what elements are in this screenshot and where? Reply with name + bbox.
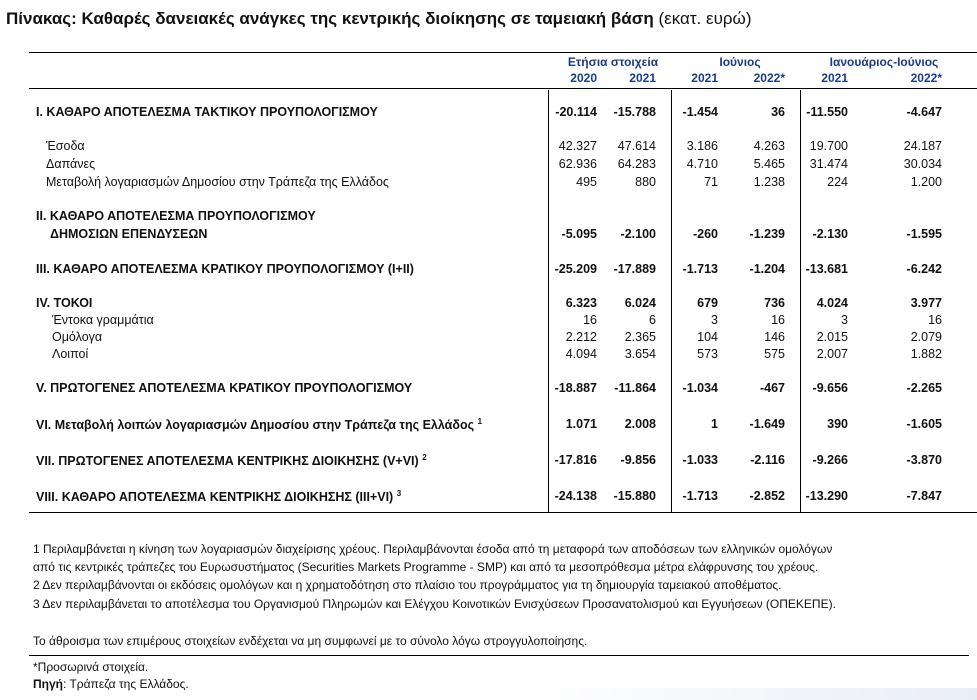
table-cell: -1.454 xyxy=(682,105,718,119)
header-bottom-rule xyxy=(29,88,977,89)
table-cell: 4.094 xyxy=(565,347,597,361)
table-cell: -1.034 xyxy=(682,381,718,395)
table-cell: 6.323 xyxy=(565,296,597,310)
table-cell: 16 xyxy=(583,313,597,327)
table-cell: -25.209 xyxy=(554,262,597,276)
table-cell: 42.327 xyxy=(558,139,597,153)
table-cell: 4.710 xyxy=(686,157,718,171)
table-cell: -2.265 xyxy=(906,381,942,395)
table-cell: -5.095 xyxy=(561,227,597,241)
table-cell: -467 xyxy=(759,381,785,395)
table-cell: 2.008 xyxy=(624,417,656,431)
table-cell: 6.024 xyxy=(624,296,656,310)
row-label-ii: II. ΚΑΘΑΡΟ ΑΠΟΤΕΛΕΣΜΑ ΠΡΟΥΠΟΛΟΓΙΣΜΟΥ xyxy=(36,209,316,223)
table-cell: 2.365 xyxy=(624,330,656,344)
table-cell: -2.100 xyxy=(620,227,656,241)
footnote-1a: 1 Περιλαμβάνεται η κίνηση των λογαριασμών διαχείρισης χρέους. Περιλαμβάνονται έσοδα από τη μεταφορά των αποδόσεων των ελληνικών ομολόγων xyxy=(33,542,833,556)
source-note: Πηγή: Τράπεζα της Ελλάδος. xyxy=(33,677,189,691)
header-jan-june: Ιανουάριος-Ιούνιος xyxy=(829,55,939,69)
table-cell: -17.889 xyxy=(613,262,656,276)
table-cell: 573 xyxy=(697,347,718,361)
row-label-i: I. ΚΑΘΑΡΟ ΑΠΟΤΕΛΕΣΜΑ ΤΑΚΤΙΚΟΥ ΠΡΟΥΠΟΛΟΓΙΣΜΟΥ xyxy=(36,105,378,119)
table-cell: -4.647 xyxy=(906,105,942,119)
table-cell: -7.847 xyxy=(906,489,942,503)
table-cell: 224 xyxy=(827,175,848,189)
col-header-2020: 2020 xyxy=(570,71,597,85)
table-cell: -2.130 xyxy=(812,227,848,241)
table-cell: -13.290 xyxy=(805,489,848,503)
table-cell: -17.816 xyxy=(554,453,597,467)
row-label-bonds: Ομόλογα xyxy=(52,330,103,344)
table-cell: 880 xyxy=(635,175,656,189)
table-cell: 3.654 xyxy=(624,347,656,361)
table-cell: -1.033 xyxy=(682,453,718,467)
table-cell: 1.238 xyxy=(753,175,785,189)
table-cell: 3 xyxy=(711,313,718,327)
table-cell: -20.114 xyxy=(555,105,597,119)
table-cell: 71 xyxy=(704,175,718,189)
header-june: Ιούνιος xyxy=(719,55,761,69)
footnote-provisional: *Προσωρινά στοιχεία. xyxy=(33,660,149,674)
table-cell: -9.856 xyxy=(620,453,656,467)
table-cell: 31.474 xyxy=(809,157,848,171)
table-cell: -13.681 xyxy=(805,262,848,276)
table-cell: -3.870 xyxy=(906,453,942,467)
table-cell: 64.283 xyxy=(617,157,656,171)
table-cell: -1.649 xyxy=(749,417,785,431)
table-cell: -24.138 xyxy=(554,489,597,503)
table-cell: 390 xyxy=(827,417,848,431)
table-cell: 62.936 xyxy=(558,157,597,171)
table-cell: -9.656 xyxy=(812,381,848,395)
col-header-2021-janjune: 2021 xyxy=(821,71,848,85)
table-cell: 679 xyxy=(697,296,718,310)
row-label-iv: IV. ΤΟΚΟΙ xyxy=(36,296,93,310)
decorative-gradient xyxy=(520,688,977,700)
table-cell: 2.007 xyxy=(816,347,848,361)
table-bottom-rule xyxy=(29,512,977,513)
table-cell: 19.700 xyxy=(809,139,848,153)
table-cell: 4.024 xyxy=(816,296,848,310)
table-cell: 24.187 xyxy=(903,139,942,153)
table-cell: 736 xyxy=(764,296,785,310)
table-cell: -11.550 xyxy=(806,105,848,119)
table-cell: 30.034 xyxy=(903,157,942,171)
col-header-2022-june: 2022* xyxy=(753,71,785,85)
col-header-2021-june: 2021 xyxy=(691,71,718,85)
table-cell: 2.212 xyxy=(565,330,597,344)
row-label-iii: III. ΚΑΘΑΡΟ ΑΠΟΤΕΛΕΣΜΑ ΚΡΑΤΙΚΟΥ ΠΡΟΥΠΟΛΟΓΙΣΜΟΥ (I+II) xyxy=(36,262,414,276)
table-cell: -6.242 xyxy=(906,262,942,276)
table-cell: 1.071 xyxy=(565,417,597,431)
table-cell: -1.204 xyxy=(749,262,785,276)
table-cell: 4.263 xyxy=(753,139,785,153)
title-unit: (εκατ. ευρώ) xyxy=(658,9,752,28)
table-cell: 3.977 xyxy=(910,296,942,310)
table-cell: -15.788 xyxy=(613,105,656,119)
table-cell: 1.200 xyxy=(910,175,942,189)
row-label-ii-line2: ΔΗΜΟΣΙΩΝ ΕΠΕΝΔΥΣΕΩΝ xyxy=(50,227,208,241)
footnote-rule xyxy=(29,655,969,656)
table-cell: 146 xyxy=(764,330,785,344)
row-label-v: V. ΠΡΩΤΟΓΕΝΕΣ ΑΠΟΤΕΛΕΣΜΑ ΚΡΑΤΙΚΟΥ ΠΡΟΥΠΟΛΟΓΙΣΜΟΥ xyxy=(36,381,413,395)
table-cell: 16 xyxy=(771,313,785,327)
col-header-2022-janjune: 2022* xyxy=(910,71,942,85)
table-cell: 6 xyxy=(649,313,656,327)
table-cell: 575 xyxy=(764,347,785,361)
footnote-rounding: Το άθροισμα των επιμέρους στοιχείων ενδέχεται να μη συμφωνεί με το σύνολο λόγω στρογγυλοποίησης. xyxy=(33,634,588,648)
col-header-2021-annual: 2021 xyxy=(629,71,656,85)
table-cell: 2.079 xyxy=(910,330,942,344)
row-label-tbills: Έντοκα γραμμάτια xyxy=(52,313,154,327)
table-cell: -260 xyxy=(692,227,718,241)
footnote-3: 3 Δεν περιλαμβάνεται το αποτέλεσμα του Οργανισμού Πληρωμών και Ελέγχου Κοινοτικών Ενισχύσεων Προσανατολισμού και Εγγυήσεων (ΟΠΕΚΕΠΕ). xyxy=(33,597,836,611)
footnote-2: 2 Δεν περιλαμβάνονται οι εκδόσεις ομολόγων και η χρηματοδότηση στο πλαίσιο του προγράμματος για τη δημιουργία ταμειακού αποθέματος. xyxy=(33,578,782,592)
table-cell: 5.465 xyxy=(753,157,785,171)
table-cell: -1.605 xyxy=(906,417,942,431)
table-cell: 104 xyxy=(697,330,718,344)
row-label-account-change: Μεταβολή λογαριασμών Δημοσίου στην Τράπεζα της Ελλάδος xyxy=(46,175,389,189)
table-cell: 3.186 xyxy=(686,139,718,153)
row-label-revenue: Έσοδα xyxy=(46,139,85,153)
header-annual: Ετήσια στοιχεία xyxy=(567,55,659,69)
table-cell: 47.614 xyxy=(617,139,656,153)
header-top-rule xyxy=(29,52,977,53)
table-cell: -1.713 xyxy=(682,489,718,503)
row-label-other: Λοιποί xyxy=(52,347,89,361)
table-cell: -15.880 xyxy=(613,489,656,503)
table-cell: 16 xyxy=(928,313,942,327)
table-cell: 36 xyxy=(771,105,785,119)
table-cell: -11.864 xyxy=(614,381,656,395)
table-cell: -2.116 xyxy=(750,453,785,467)
table-cell: -1.239 xyxy=(749,227,785,241)
table-cell: -2.852 xyxy=(749,489,785,503)
row-label-vi: VI. Μεταβολή λοιπών λογαριασμών Δημοσίου στην Τράπεζα της Ελλάδος $^1$ xyxy=(36,417,483,433)
table-cell: -18.887 xyxy=(554,381,597,395)
title-main: Πίνακας: Καθαρές δανειακές ανάγκες της κεντρικής διοίκησης σε ταμειακή βάση xyxy=(6,9,654,28)
footnote-1b: από τις κεντρικές τράπεζες του Ευρωσυστήματος (Securities Markets Programme - SMP) και από τα μεσοπρόθεσμα μέτρα ελάφρυνσης του χρέους. xyxy=(33,560,819,574)
row-label-vii: VII. ΠΡΩΤΟΓΕΝΕΣ ΑΠΟΤΕΛΕΣΜΑ ΚΕΝΤΡΙΚΗΣ ΔΙΟΙΚΗΣΗΣ (V+VI) $^2$ xyxy=(36,453,427,469)
table-cell: -1.713 xyxy=(682,262,718,276)
row-label-expenditure: Δαπάνες xyxy=(46,157,96,171)
table-cell: 1 xyxy=(711,417,718,431)
table-cell: 3 xyxy=(841,313,848,327)
table-cell: -1.595 xyxy=(906,227,942,241)
table-cell: 495 xyxy=(576,175,597,189)
table-cell: -9.266 xyxy=(812,453,848,467)
table-cell: 1.882 xyxy=(910,347,942,361)
table-cell: 2.015 xyxy=(816,330,848,344)
page-title xyxy=(6,9,752,29)
row-label-viii: VIII. ΚΑΘΑΡΟ ΑΠΟΤΕΛΕΣΜΑ ΚΕΝΤΡΙΚΗΣ ΔΙΟΙΚΗΣΗΣ (III+VI) $^3$ xyxy=(36,489,402,505)
